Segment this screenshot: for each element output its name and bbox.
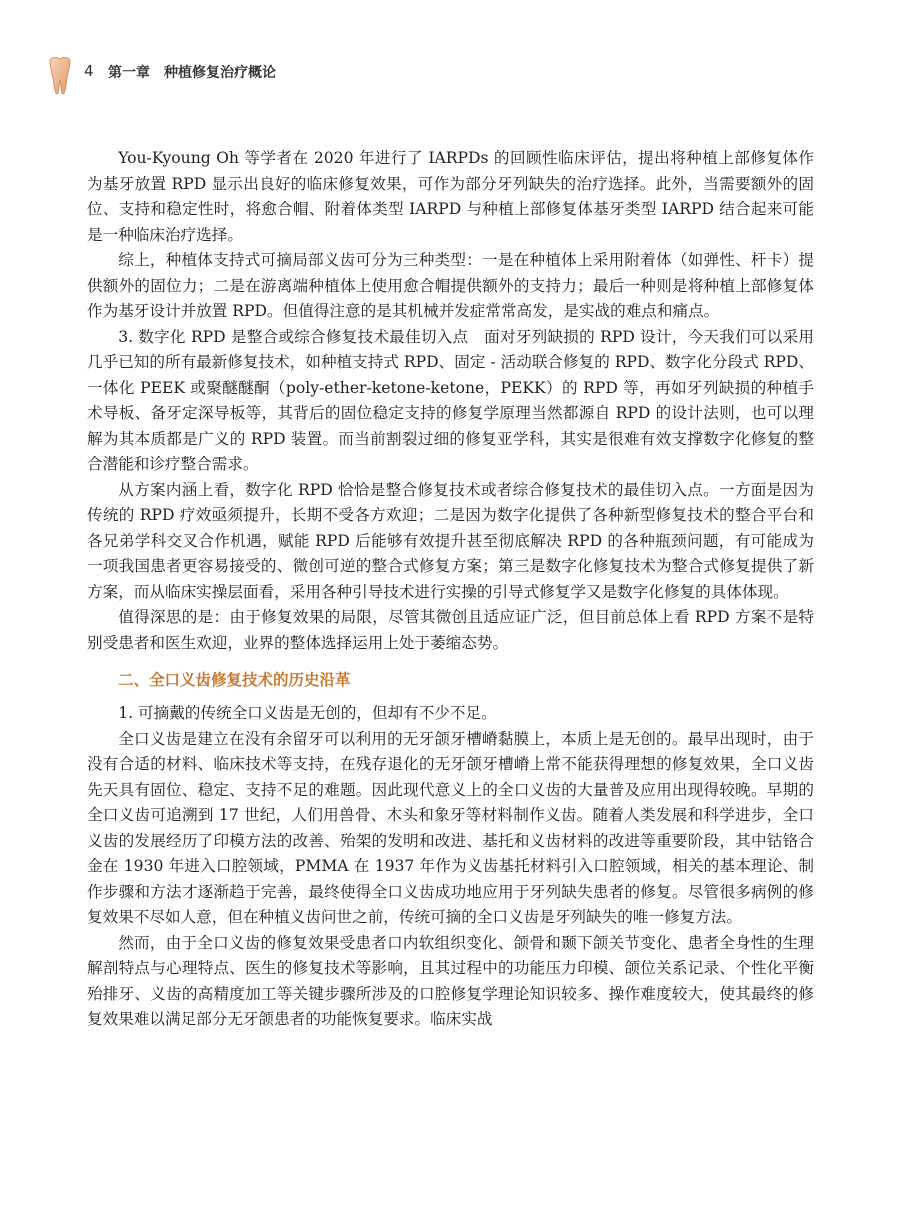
paragraph: You-Kyoung Oh 等学者在 2020 年进行了 IARPDs 的回顾性临床评估，提出将种植上部修复体作为基牙放置 RPD 显示出良好的临床修复效果，可作为部分牙列缺失的治疗选择。此外，当需要额外的固位、支持和稳定性时，将愈合帽、附着体类型 IARPD 与种植上部修复体基牙类型 IARPD 结合起来可能是一种临床治疗选择。 [87,149,814,244]
tooth-icon [46,56,74,96]
paragraph: 综上，种植体支持式可摘局部义齿可分为三种类型：一是在种植体上采用附着体（如弹性、杆卡）提供额外的固位力；二是在游离端种植体上使用愈合帽提供额外的支持力；最后一种则是将种植上部修复体作为基牙设计并放置 RPD。但值得注意的是其机械并发症常常高发，是实战的难点和痛点。 [87,251,814,320]
page-header [46,56,866,96]
page-number: 4 [84,62,94,80]
paragraph: 3. 数字化 RPD 是整合或综合修复技术最佳切入点 面对牙列缺损的 RPD 设计，今天我们可以采用几乎已知的所有最新修复技术，如种植支持式 RPD、固定 - 活动联合修复的 RPD、数字化分段式 RPD、一体化 PEEK 或聚醚醚酮（poly-ether-ketone-ketone，PEKK）的 RPD 等，再如牙列缺损的种植手术导板、备牙定深导板等，其背后的固位稳定支持的修复学原理当然都源自 RPD 的设计法则，也可以理解为其本质都是广义的 RPD 装置。而当前割裂过细的修复亚学科，其实是很难有效支撑数字化修复的整合潜能和诊疗整合需求。 [87,327,814,473]
chapter-title: 第一章 种植修复治疗概论 [108,65,276,81]
body-text [87,146,814,1033]
paragraph: 然而，由于全口义齿的修复效果受患者口内软组织变化、颌骨和颞下颌关节变化、患者全身性的生理解剖特点与心理特点、医生的修复技术等影响，且其过程中的功能压力印模、颌位关系记录、个性化平衡殆排牙、义齿的高精度加工等关键步骤所涉及的口腔修复学理论知识较多、操作难度较大，使其最终的修复效果难以满足部分无牙颌患者的功能恢复要求。临床实战 [87,933,814,1028]
paragraph: 从方案内涵上看，数字化 RPD 恰恰是整合修复技术或者综合修复技术的最佳切入点。一方面是因为传统的 RPD 疗效亟须提升，长期不受各方欢迎；二是因为数字化提供了各种新型修复技术的整合平台和各兄弟学科交叉合作机遇，赋能 RPD 后能够有效提升甚至彻底解决 RPD 的各种瓶颈问题，有可能成为一项我国患者更容易接受的、微创可逆的整合式修复方案；第三是数字化修复技术为整合式修复提供了新方案，而从临床实操层面看，采用各种引导技术进行实操的引导式修复学又是数字化修复的具体体现。 [87,480,814,601]
paragraph: 全口义齿是建立在没有余留牙可以利用的无牙颌牙槽嵴黏膜上，本质上是无创的。最早出现时，由于没有合适的材料、临床技术等支持，在残存退化的无牙颌牙槽嵴上常不能获得理想的修复效果，全口义齿先天具有固位、稳定、支持不足的难题。因此现代意义上的全口义齿的大量普及应用出现得较晚。早期的全口义齿可追溯到 17 世纪，人们用兽骨、木头和象牙等材料制作义齿。随着人类发展和科学进步，全口义齿的发展经历了印模方法的改善、殆架的发明和改进、基托和义齿材料的改进等重要阶段，其中钴铬合金在 1930 年进入口腔领域，PMMA 在 1937 年作为义齿基托材料引入口腔领域，相关的基本理论、制作步骤和方法才逐渐趋于完善，最终使得全口义齿成功地应用于牙列缺失患者的修复。尽管很多病例的修复效果不尽如人意，但在种植义齿问世之前，传统可摘的全口义齿是牙列缺失的唯一修复方法。 [87,729,814,926]
section-heading: 二、全口义齿修复技术的历史沿革 [118,671,351,689]
paragraph: 1. 可摘戴的传统全口义齿是无创的，但却有不少不足。 [118,704,497,722]
paragraph: 值得深思的是：由于修复效果的局限，尽管其微创且适应证广泛，但目前总体上看 RPD 方案不是特别受患者和医生欢迎，业界的整体选择运用上处于萎缩态势。 [87,608,814,652]
